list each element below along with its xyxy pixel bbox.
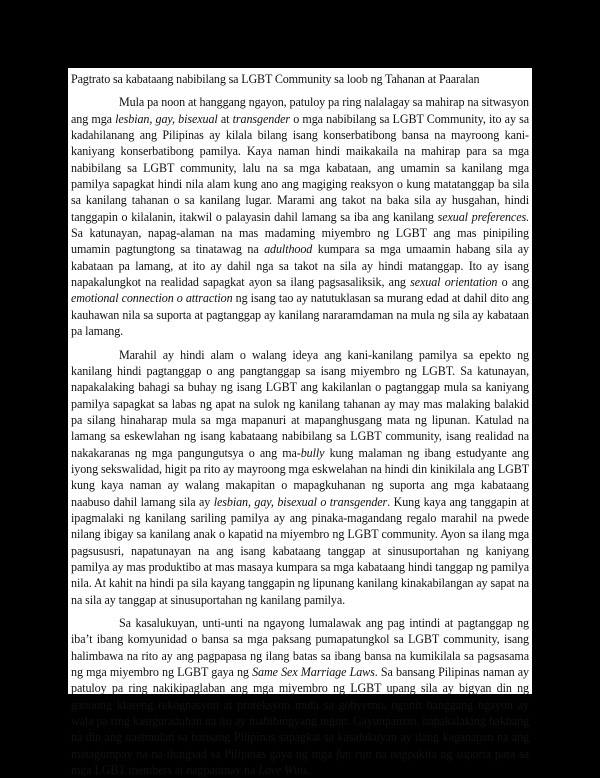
italic-term: adulthood — [264, 242, 313, 257]
text-segment: na nagpakita ng suporta para sa mga LGBT members at nagpatunay na — [71, 746, 530, 778]
paragraph-3 — [71, 615, 529, 778]
paragraph-2 — [71, 347, 529, 609]
text-segment: ng isang tao ay natutuklasan sa murang edad at dahil dito ang kauhawan nila sa suporta at pagtanggap ay kanilang nararamdaman na mula ng sila ay kabataan pa lamang. — [71, 291, 529, 339]
italic-term: Same Sex Marriage Laws — [252, 665, 375, 680]
text-segment: . — [307, 763, 311, 778]
italic-term: sexual orientation — [410, 275, 498, 290]
text-segment: kung malaman ng ibang estudyante ang iyong sekswalidad, higit pa rito ay mayroong mga eskwelahan na hindi din kinikilala ang LGBT kung kaya naman ay walang makapitan o mapagkuhanan ng suporta ang mga kabataang naabuso dahil lamang sila ay — [71, 445, 529, 509]
italic-term: lesbian, gay, bisexual — [115, 111, 218, 126]
text-segment: at — [217, 111, 233, 126]
text-segment: Mula pa noon at hanggang ngayon, patuloy pa ring nalalagay sa mahirap na sitwasyon ang mga — [71, 95, 529, 126]
document-title: Pagtrato sa kabataang nabibilang sa LGBT Community sa loob ng Tahanan at Paaralan — [71, 72, 480, 86]
text-segment: . Kung kaya ang tanggapin at ipagmalaki ng kanilang sariling pamilya ay ang pinaka-magandang regalo marahil na pwede nilang ibigay sa kanilang anak o kapatid na miyembro ng LGBT community. Ayon sa ilang mga pagsususri, napatunayan na ang isang kabataang tanggap at sinusuportahan ng kaniyang pamilya ay mas produktibo at mas masaya kumpara sa mga kabataang hindi tanggap ng pamilya nila. At kahit na hindi pa sila kayang tanggapin ng lipunang kanilang kinakabilangan ay sapat na na sila ay tanggap at sinusuportahan ng kanilang pamilya. — [71, 494, 529, 607]
italic-term: transgender — [232, 111, 291, 126]
text-segment: . Sa bansang Pilipinas naman ay patuloy pa ring nakikipaglaban ang mga miyembro ng LGBT upang sila ay bigyan din ng ganoong klaseng rekognasyon at proteksyon mula sa gobyerno, ngunit hanggang ngayon ay wala pa ring kasiguraduhan na ito ay mabibingyang tugon. Gayunpaman, napakalaking hakbang na din ang nasimulan sa bansang Pilipinas sapagkat sa kasalukuyan ay ilang kaganapan na ang matagumpay na na-ilungsad sa Pilipinas gaya ng mga — [71, 665, 529, 761]
italic-term: sexual preferences. — [437, 209, 530, 224]
text-segment: o ang — [497, 275, 529, 290]
text-segment: Marahil ay hindi alam o walang ideya ang kani-kanilang pamilya sa epekto ng kanilang hindi pagtanggap o ang pangtanggap sa isang miyembro ng LGBT. Sa katunayan, napakalaking bahagi sa buhay ng isang LGBT ang kakilanlan o pagtanggap mula sa kaniyang pamilya sapagkat sa labas ng apat na sulok ng kanilang tahanan ay may mas malaking balakid pa silang hinaharap mula sa mga mapanuri at mapanghusgang mata ng lipunan. Katulad na lamang sa eskewlahan ng isang kabataang nabibilang sa LGBT community, isang realidad na nakakaranas ng mga pangungutsya o ang ma- — [71, 347, 529, 460]
text-segment: Sa kasalukuyan, unti-unti na ngayong lumalawak ang pag intindi at pagtanggap ng iba’t ibang komyunidad o bansa sa mga paksang pumapatungkol sa LGBT community, isang halimbawa na rito ay ang pagpapasa ng ilang batas sa ibang bansa na kumikilala sa pagsasama ng mga miyembro ng LGBT gaya ng — [71, 616, 529, 680]
italic-term: bully — [300, 445, 325, 460]
text-segment: kumpara sa mga umaamin habang sila ay kabataan pa lamang, at ito ay dahil nga sa takot na sila ay hindi matanggap. Ito ay isang napakalungkot na realidad sapagkat ayon sa ilang pagsasaliksik, ang — [71, 242, 529, 290]
italic-term: emotional connection o attraction — [71, 291, 233, 306]
paragraph-1 — [71, 94, 529, 339]
italic-term: fun run — [335, 746, 372, 761]
italic-term: lesbian, gay, bisexual o transgender — [213, 494, 388, 509]
text-segment: o mga nabibilang sa LGBT Community, ito ay sa kadahilanang ang Pilipinas ay kilala bilang isang konserbatibong bansa na mayroong kani-kaniyang konserbatibong pamilya. Kaya naman hindi maikakaila na mahirap para sa mga nabibilang sa LGBT community, lalu na sa mga kabataan, ang umamin sa kanilang mga pamilya sapagkat hindi nila alam kung ano ang magiging reaksyon o kung matatanggap ba sila sa kanilang tahanan o sa kanilang lugar. Marami ang takot na baka sila ay husgahan, hindi tanggapin o kilalanin, itakwil o palayasin dahil lamang sa iba ang kanilang — [71, 111, 530, 224]
document-page — [68, 68, 532, 778]
italic-term: Love Wins — [258, 763, 308, 778]
text-segment: Sa katunayan, napag-alaman na mas madaming miyembro ng LGBT ang mas pinipiling umamin pagtungtong sa tinatawag na — [71, 226, 529, 257]
